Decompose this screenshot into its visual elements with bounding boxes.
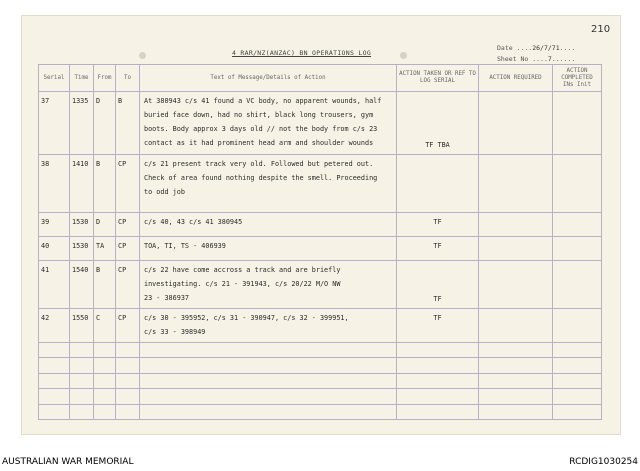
log-title: 4 RAR/NZ(ANZAC) BN OPERATIONS LOG — [232, 49, 372, 57]
message-line: c/s 30 - 395952, c/s 31 - 390947, c/s 32 - 399951, — [144, 313, 349, 322]
empty-row — [39, 389, 602, 404]
message-cell — [140, 308, 397, 342]
action-taken-cell: TF — [397, 260, 479, 308]
message-line: boots. Body approx 3 days old // not the body from c/s 23 — [144, 125, 378, 133]
time-cell: 1530 — [70, 213, 94, 237]
table-row — [39, 154, 602, 213]
serial-cell: 38 — [39, 154, 70, 213]
action-completed-cell — [553, 154, 602, 213]
from-cell: TA — [94, 236, 116, 260]
action-completed-cell — [553, 213, 602, 237]
action-completed-cell — [553, 236, 602, 260]
serial-cell: 37 — [39, 92, 70, 155]
archive-name: AUSTRALIAN WAR MEMORIAL — [2, 457, 134, 467]
from-cell: B — [94, 154, 116, 213]
action-completed-cell — [553, 308, 602, 342]
column-header-action-required: ACTION REQUIRED — [479, 65, 553, 92]
message-cell — [140, 154, 397, 213]
sheet-value: 7 — [547, 55, 552, 63]
sheet-field: Sheet No ....7...... — [497, 55, 576, 63]
message-line: TOA, TI, TS - 406939 — [144, 241, 226, 250]
punch-hole — [400, 52, 407, 59]
column-header-serial: Serial — [39, 65, 70, 92]
message-line: Check of area found nothing despite the smell. Proceeding — [144, 173, 378, 182]
message-line: 23 - 386937 — [144, 293, 190, 302]
from-cell: D — [94, 213, 116, 237]
time-cell: 1540 — [70, 260, 94, 308]
action-required-cell — [479, 213, 553, 237]
message-line: At 380943 c/s 41 found a VC body, no apparent wounds, half — [144, 97, 382, 105]
from-cell: B — [94, 260, 116, 308]
serial-cell: 40 — [39, 236, 70, 260]
message-line: buried face down, had no shirt, black long trousers, gym — [144, 111, 374, 119]
operations-log-table — [38, 64, 602, 420]
action-required-cell — [479, 92, 553, 155]
message-line: to odd job — [144, 187, 185, 196]
message-cell — [140, 260, 397, 308]
date-field: Date ....26/7/71.... — [497, 44, 576, 52]
time-cell: 1530 — [70, 236, 94, 260]
action-taken-cell: TF — [397, 213, 479, 237]
message-line: c/s 22 have come accross a track and are briefly — [144, 265, 341, 274]
action-required-cell — [479, 308, 553, 342]
to-cell: CP — [116, 236, 140, 260]
column-header-time: Time — [70, 65, 94, 92]
archive-reference: RCDIG1030254 — [569, 457, 638, 467]
serial-cell: 41 — [39, 260, 70, 308]
to-cell: CP — [116, 260, 140, 308]
punch-hole — [139, 52, 146, 59]
archive-caption — [0, 452, 640, 471]
empty-row — [39, 342, 602, 357]
action-required-cell — [479, 260, 553, 308]
serial-cell: 42 — [39, 308, 70, 342]
message-cell — [140, 92, 397, 155]
serial-cell: 39 — [39, 213, 70, 237]
empty-row — [39, 404, 602, 419]
column-header-to: To — [116, 65, 140, 92]
message-cell — [140, 236, 397, 260]
column-header-from: From — [94, 65, 116, 92]
empty-row — [39, 373, 602, 388]
table-row — [39, 92, 602, 155]
empty-row — [39, 358, 602, 373]
action-completed-cell — [553, 92, 602, 155]
table-row — [39, 236, 602, 260]
column-header-text: Text of Message/Details of Action — [140, 65, 397, 92]
column-header-action-taken: ACTION TAKEN OR REF TO LOG SERIAL — [397, 65, 479, 92]
time-cell: 1335 — [70, 92, 94, 155]
message-line: c/s 33 - 398949 — [144, 327, 206, 336]
time-cell: 1550 — [70, 308, 94, 342]
message-line: c/s 40, 43 c/s 41 380945 — [144, 218, 243, 227]
to-cell: CP — [116, 213, 140, 237]
action-required-cell — [479, 236, 553, 260]
from-cell: C — [94, 308, 116, 342]
action-taken-cell: TF — [397, 236, 479, 260]
message-line: c/s 21 present track very old. Followed but petered out. — [144, 159, 374, 168]
from-cell: D — [94, 92, 116, 155]
column-header-action-completed: ACTION COMPLETED INs Init — [553, 65, 602, 92]
to-cell: CP — [116, 154, 140, 213]
to-cell: CP — [116, 308, 140, 342]
to-cell: B — [116, 92, 140, 155]
time-cell: 1410 — [70, 154, 94, 213]
action-required-cell — [479, 154, 553, 213]
table-row — [39, 213, 602, 237]
date-value: 26/7/71 — [532, 44, 560, 52]
table-row — [39, 260, 602, 308]
table-header-row — [39, 65, 602, 92]
action-taken-cell: TF — [397, 308, 479, 342]
table-row — [39, 308, 602, 342]
action-taken-cell — [397, 154, 479, 213]
message-line: investigating. c/s 21 - 391943, c/s 20/22 M/O NW — [144, 279, 341, 288]
action-taken-cell: TF TBA — [397, 92, 479, 155]
page-number: 210 — [591, 24, 611, 35]
action-completed-cell — [553, 260, 602, 308]
message-line: contact as it had prominent head arm and shoulder wounds — [144, 139, 374, 147]
message-cell — [140, 213, 397, 237]
